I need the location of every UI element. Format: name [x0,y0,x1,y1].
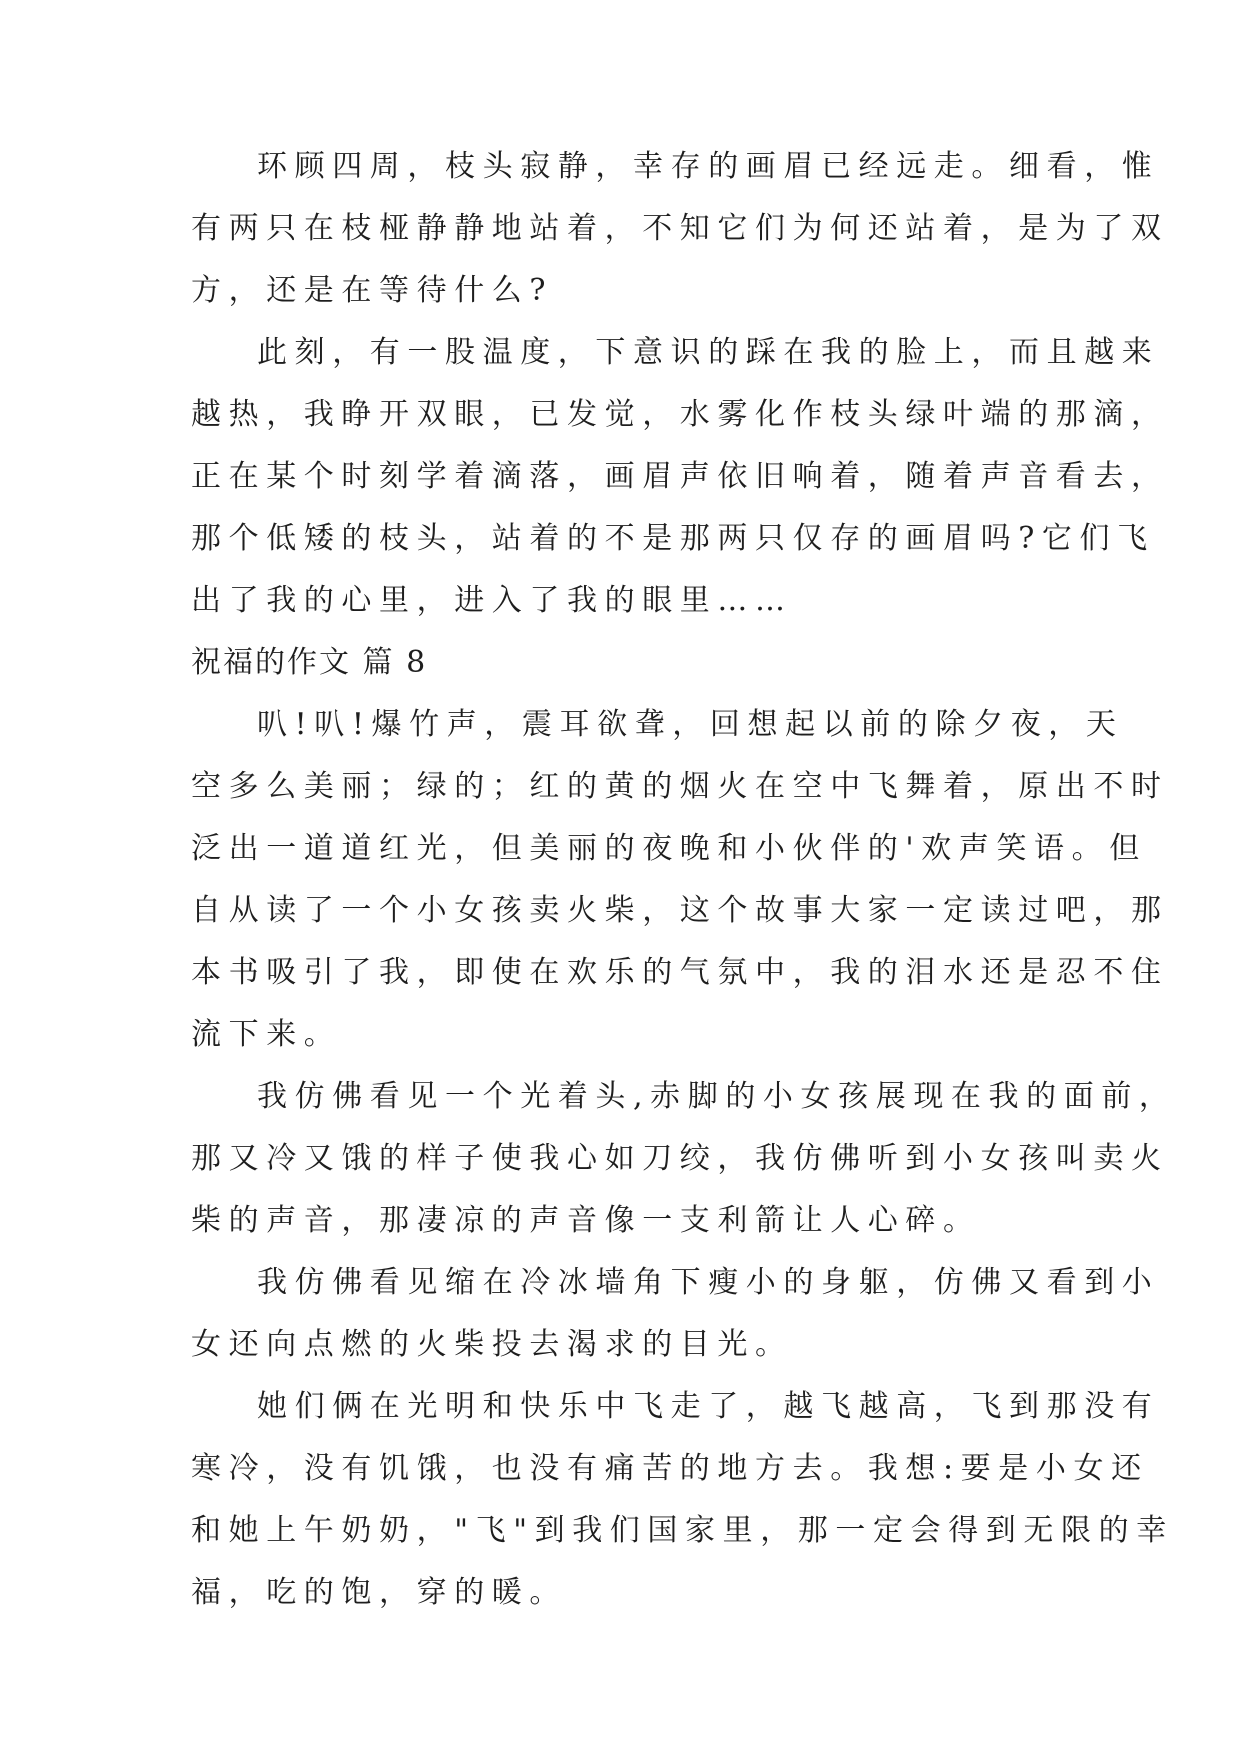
text-line: 寒冷，没有饥饿，也没有痛苦的地方去。我想:要是小女还 [191,1451,1149,1486]
text-line: 出了我的心里，进入了我的眼里…… [191,583,793,618]
paragraph [191,1252,1160,1376]
document-body [191,136,1177,1624]
text-line: 正在某个时刻学着滴落，画眉声依旧响着，随着声音看去， [191,459,1169,494]
text-line: 环顾四周，枝头寂静，幸存的画眉已经远走。细看，惟 [257,149,1160,184]
text-line: 流下来。 [191,1017,342,1052]
text-line: 有两只在枝桠静静地站着，不知它们为何还站着，是为了双 [191,211,1169,246]
text-line: 那个低矮的枝头，站着的不是那两只仅存的画眉吗?它们飞 [191,521,1155,556]
text-line: 那又冷又饿的样子使我心如刀绞，我仿佛听到小女孩叫卖火 [191,1141,1169,1176]
paragraph [191,1066,1177,1252]
text-line: 和她上午奶奶，"飞"到我们国家里，那一定会得到无限的幸 [191,1513,1174,1548]
paragraph [191,1376,1174,1624]
text-line: 我仿佛看见缩在冷冰墙角下瘦小的身躯，仿佛又看到小 [257,1265,1160,1300]
text-line: 叭!叭!爆竹声，震耳欲聋，回想起以前的除夕夜，天 [257,707,1124,742]
text-line: 泛出一道道红光，但美丽的夜晚和小伙伴的'欢声笑语。但 [191,831,1147,866]
text-line: 她们俩在光明和快乐中飞走了，越飞越高，飞到那没有 [257,1389,1160,1424]
text-line: 自从读了一个小女孩卖火柴，这个故事大家一定读过吧，那 [191,893,1169,928]
text-line: 越热，我睁开双眼，已发觉，水雾化作枝头绿叶端的那滴， [191,397,1169,432]
text-line: 柴的声音，那凄凉的声音像一支利箭让人心碎。 [191,1203,981,1238]
text-line: 我仿佛看见一个光着头,赤脚的小女孩展现在我的面前， [257,1079,1177,1114]
text-line: 本书吸引了我，即使在欢乐的气氛中，我的泪水还是忍不住 [191,955,1169,990]
paragraph [191,694,1169,1066]
paragraph [191,136,1169,322]
text-line: 空多么美丽；绿的；红的黄的烟火在空中飞舞着，原出不时 [191,769,1169,804]
text-line: 女还向点燃的火柴投去渴求的目光。 [191,1327,793,1362]
text-line: 方，还是在等待什么? [191,273,554,308]
section-heading: 祝福的作文 篇 8 [191,645,428,680]
text-line: 此刻，有一股温度，下意识的踩在我的脸上，而且越来 [257,335,1160,370]
paragraph [191,322,1169,632]
text-line: 福，吃的饱，穿的暖。 [191,1575,567,1610]
